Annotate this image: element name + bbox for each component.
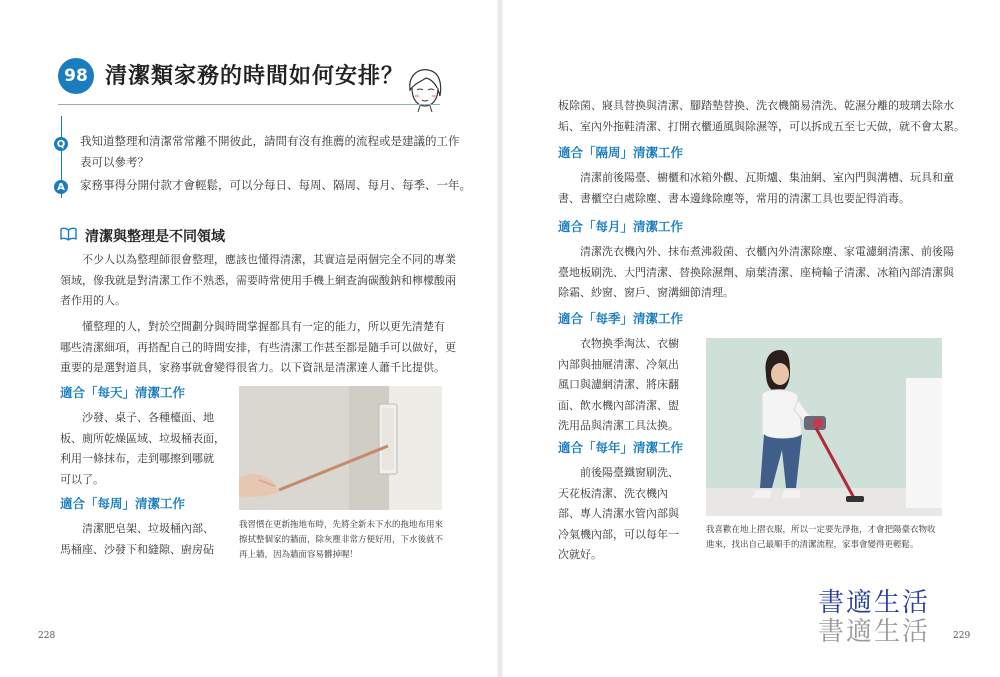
caption-line: 擦拭整個家的牆面，除灰塵非常方便好用，下水後就不 [239,535,444,545]
mop-wall-photo [239,386,442,510]
left-photo-caption [239,518,444,563]
paragraph-line: 馬桶座、沙發下和縫隙、廚房砧 [60,542,214,556]
daily-cleaning-heading: 適合「每天」清潔工作 [60,385,186,400]
paragraph-line: 內部與抽屜清潔、冷氣出 [558,357,679,371]
answer-text: 家務事得分開付款才會輕鬆，可以分每日、每周、隔周、每月、每季、一年。 [80,178,471,192]
biweekly-cleaning-heading: 適合「隔周」清潔工作 [558,145,684,160]
paragraph-line: 清潔洗衣機內外、抹布煮沸殺菌、衣櫃內外清潔除塵、家電濾網清潔、前後陽 [580,245,954,258]
yearly-cleaning-heading: 適合「每年」清潔工作 [558,440,684,455]
paragraph-line: 沙發、桌子、各種檯面、地 [82,411,214,424]
question-text [80,131,460,173]
paragraph-line: 板除菌、寢具替換與清潔、腳踏墊替換、洗衣機簡易清洗、乾濕分離的玻璃去除水 [558,99,954,112]
paragraph-line: 除霜、紗窗、窗戶、窗溝細節清理。 [558,286,734,299]
open-book-icon [60,227,77,245]
paragraph-line: 利用一條抹布，走到哪擦到哪就 [60,452,214,465]
question-line: 表可以參考？ [80,155,149,169]
caption-line: 進來，找出自己最順手的清潔流程，家事會變得更輕鬆。 [706,540,919,550]
left-page-number: 228 [38,631,56,641]
caption-line: 再上牆，因為牆面容易髒掉喔！ [239,550,359,560]
weekly-cleaning-heading: 適合「每周」清潔工作 [60,496,186,511]
monthly-cleaning-heading: 適合「每月」清潔工作 [558,219,684,234]
caption-line: 我習慣在更新拖地布時，先將全新未下水的拖地布用來 [239,520,444,530]
paragraph-intro [60,250,456,312]
yearly-cleaning-text [558,463,698,566]
paragraph-line: 不少人以為整理師很會整理，應該也懂得清潔，其實這是兩個完全不同的專業 [82,253,456,266]
book-gutter [497,0,503,677]
section-heading-text: 清潔與整理是不同領域 [85,229,225,245]
paragraph-line: 重要的是選對道具，家務事就會變得很省力。以下資訊是清潔達人蕭千比提供。 [60,361,445,374]
brand-logo: 書適生活 [818,588,931,618]
paragraph-line: 者作用的人。 [60,294,126,307]
paragraph-line: 次就好。 [558,548,602,561]
paragraph-skills [60,317,456,379]
question-marker: Q [54,137,68,151]
paragraph-line: 哪些清潔細項，再搭配自己的時間安排，有些清潔工作甚至都是隨手可以做好，更 [60,340,456,354]
caption-line: 我喜歡在地上摺衣服，所以一定要先淨拖，才會把陽臺衣物收 [706,525,936,535]
right-photo-caption [706,523,946,553]
section-heading [60,226,225,246]
paragraph-line: 部、專人清潔水管內部與 [558,507,679,520]
weekly-cleaning-continued [558,96,965,137]
paragraph-line: 風口與濾網清潔、將床翻 [558,378,679,391]
vacuum-woman-photo [706,338,942,516]
paragraph-line: 可以了。 [60,472,104,486]
question-number-badge: 98 [58,58,94,94]
paragraph-line: 洗用品與清潔工具汰換。 [558,419,679,432]
paragraph-line: 臺地板刷洗、大門清潔、替換除濕劑、扇葉清潔、座椅輪子清潔、冰箱內部清潔與 [558,265,954,279]
paragraph-line: 天花板清潔、洗衣機內 [558,486,668,500]
paragraph-line: 前後陽臺鐵窗刷洗、 [580,466,679,479]
biweekly-cleaning-text [558,168,954,209]
paragraph-line: 板、廁所乾燥區域、垃圾桶表面， [60,431,225,445]
paragraph-line: 面、飲水機內部清潔、盥 [558,398,679,412]
weekly-cleaning-text [60,519,232,560]
paragraph-line: 冷氣機內部，可以每年一 [558,527,679,541]
right-page-number: 229 [953,631,971,641]
paragraph-line: 懂整理的人，對於空間劃分與時間掌握都具有一定的能力，所以更先清楚有 [82,320,445,333]
paragraph-line: 清潔肥皂架、垃圾桶內部、 [82,522,214,535]
page-title: 清潔類家務的時間如何安排？ [105,63,405,89]
paragraph-line: 領域，像我就是對清潔工作不熟悉，需要時常使用手機上網查詢碳酸鈉和檸檬酸兩 [60,273,456,287]
title-divider [58,104,440,105]
quarterly-cleaning-text [558,334,698,437]
paragraph-line: 書、書櫃空白處除塵、書本邊緣除塵等，常用的清潔工具也要記得消毒。 [558,191,910,205]
answer-marker: A [54,180,68,194]
daily-cleaning-text [60,408,232,490]
paragraph-line: 衣物換季淘汰、衣櫥 [580,337,679,350]
paragraph-line: 垢、室內外拖鞋清潔、打開衣櫃通風與除濕等，可以拆成五至七天做，就不會太累。 [558,119,965,133]
quarterly-cleaning-heading: 適合「每季」清潔工作 [558,311,684,326]
question-line: 我知道整理和清潔常常離不開彼此，請問有沒有推薦的流程或是建議的工作 [80,134,460,148]
monthly-cleaning-text [558,242,954,304]
paragraph-line: 清潔前後陽臺、櫥櫃和冰箱外觀、瓦斯爐、集油網、室內門與溝槽、玩具和童 [580,171,954,184]
woman-illustration [400,66,448,112]
brand-logo-reflection: 書適生活 [818,617,931,647]
